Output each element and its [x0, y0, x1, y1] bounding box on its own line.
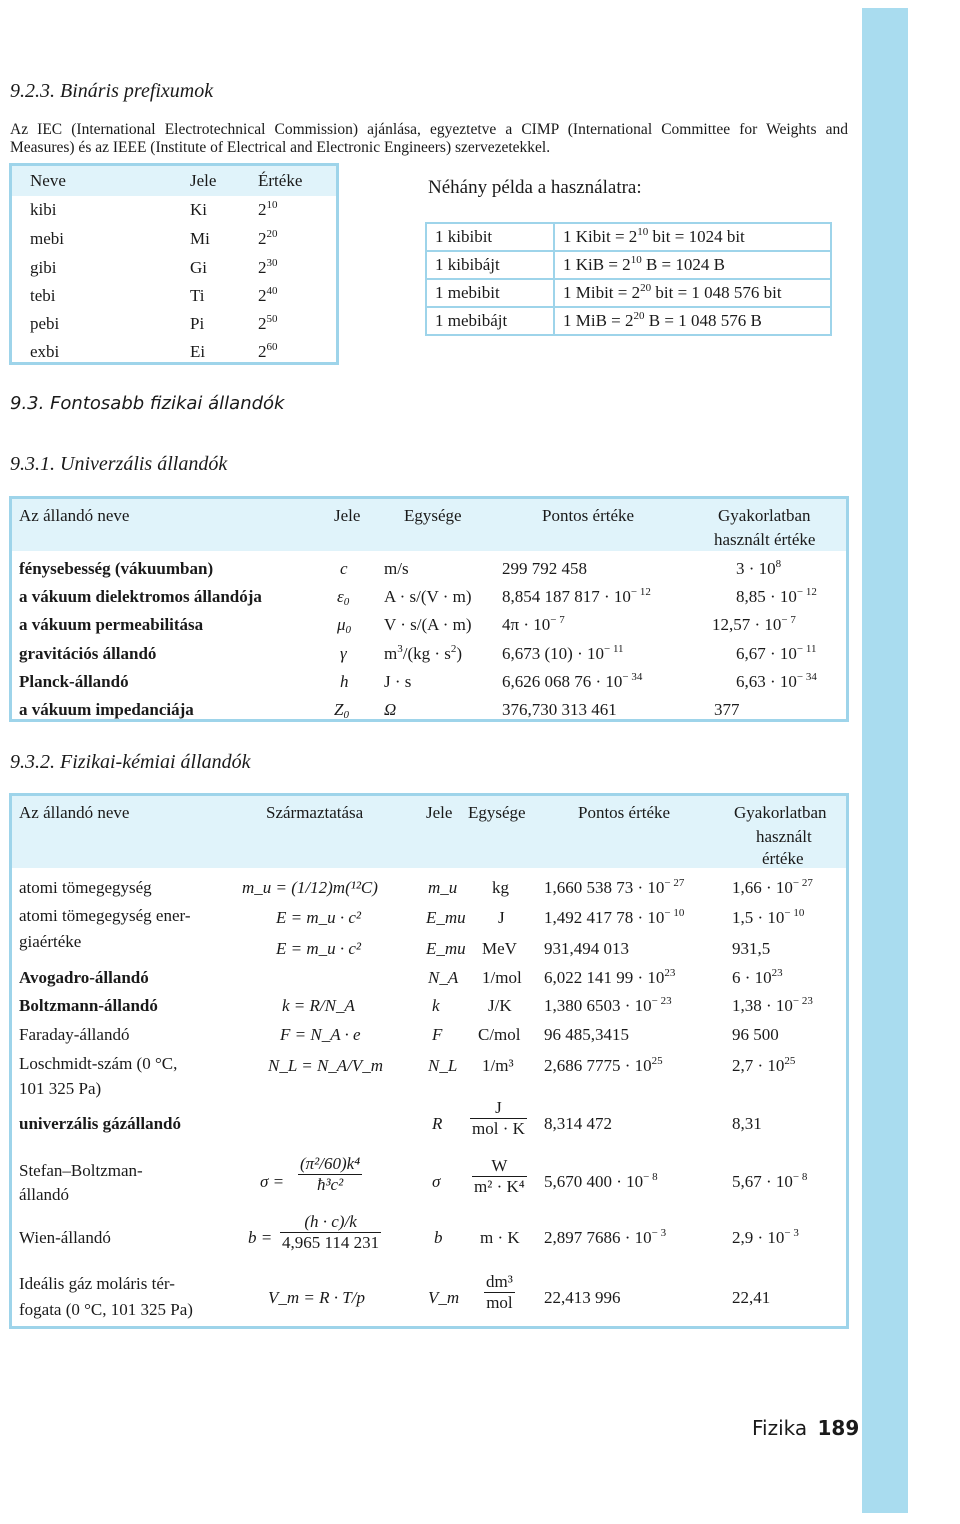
- column-header: Gyakorlatban: [718, 506, 811, 525]
- column-header: használt: [756, 827, 812, 846]
- constant-name: atomi tömegegység ener-: [19, 906, 191, 925]
- constant-name: a vákuum dielektromos állandója: [19, 587, 262, 606]
- constant-derivation: E = m_u · c²: [276, 939, 362, 958]
- prefix-value: $2^{50}$: [258, 313, 278, 333]
- constant-derivation: F = N_A · e: [280, 1025, 361, 1044]
- page-number: 189: [817, 1416, 860, 1440]
- prefix-symbol: Gi: [190, 258, 207, 277]
- constant-unit: m · K: [480, 1228, 520, 1247]
- column-header: Jele: [426, 803, 453, 822]
- constant-symbol: $Z_0$: [334, 700, 349, 721]
- column-header: Egysége: [468, 803, 526, 822]
- constant-practical: 931,5: [732, 939, 771, 958]
- constant-exact: 2,897 $7686 \cdot 10^{- 3}$: [544, 1227, 667, 1247]
- prefix-header-symbol: Jele: [190, 171, 217, 190]
- prefix-value: $2^{10}$: [258, 199, 278, 219]
- constant-exact: 5,670 $400 \cdot 10^{- 8}$: [544, 1171, 658, 1191]
- constant-exact: 376,730 313 461: [502, 700, 617, 719]
- constant-practical: $6,67 \cdot 10^{- 11}$: [736, 643, 817, 663]
- prefix-name: tebi: [30, 286, 56, 305]
- prefix-name: mebi: [30, 229, 64, 248]
- constant-exact: 1,660 538 $73 \cdot 10^{- 27}$: [544, 877, 685, 897]
- constant-exact: 1,492 417 $78 \cdot 10^{- 10}$: [544, 907, 685, 927]
- constant-practical: $8,85 \cdot 10^{- 12}$: [736, 586, 817, 606]
- constant-symbol: E_mu: [426, 908, 466, 927]
- constant-derivation-lhs: b =: [248, 1228, 273, 1247]
- constant-name: Wien-állandó: [19, 1228, 111, 1247]
- constant-name: univerzális gázállandó: [19, 1114, 181, 1133]
- constant-name: fogata (0 °C, 101 325 Pa): [19, 1300, 193, 1319]
- constant-practical: $2,9 \cdot 10^{- 3}$: [732, 1227, 799, 1247]
- constant-name: Planck-állandó: [19, 672, 129, 691]
- constant-unit: C/mol: [478, 1025, 521, 1044]
- constant-exact: 8,314 472: [544, 1114, 612, 1133]
- example-term: 1 kibibit: [426, 223, 554, 251]
- constant-exact: 6,673 $(10) \cdot 10^{- 11}$: [502, 643, 624, 663]
- section-physchem-title: 9.3.2. Fizikai-kémiai állandók: [10, 751, 251, 773]
- constant-practical: $1,38 \cdot 10^{- 23}$: [732, 995, 813, 1015]
- section-universal-title: 9.3.1. Univerzális állandók: [10, 453, 228, 475]
- constant-symbol: F: [432, 1025, 443, 1044]
- prefix-name: kibi: [30, 200, 57, 219]
- constant-name: Ideális gáz moláris tér-: [19, 1274, 175, 1293]
- table-row: [426, 279, 831, 307]
- constant-name: a vákuum impedanciája: [19, 700, 194, 719]
- constant-name: Stefan–Boltzman-: [19, 1161, 143, 1180]
- constant-unit: $\frac{\text{dm³}}{\text{mol}}$: [486, 1272, 513, 1312]
- constant-unit: J: [498, 908, 505, 927]
- page-side-band: [862, 8, 908, 1513]
- constant-practical: 377: [714, 700, 740, 719]
- constant-name: állandó: [19, 1185, 70, 1204]
- constant-exact: 2,686 $7775 \cdot 10^{25}$: [544, 1055, 663, 1075]
- constant-symbol: σ: [432, 1172, 441, 1191]
- example-term: 1 mebibit: [426, 279, 554, 307]
- physchem-constants-table: [9, 793, 849, 1329]
- table-row: [426, 223, 831, 251]
- constant-practical: $5,67 \cdot 10^{- 8}$: [732, 1171, 808, 1191]
- constant-exact: 96 485,3415: [544, 1025, 629, 1044]
- constant-symbol: h: [340, 672, 349, 691]
- prefix-value: $2^{20}$: [258, 228, 278, 248]
- constant-symbol: k: [432, 996, 440, 1015]
- constant-unit: J/K: [488, 996, 512, 1015]
- constant-name: a vákuum permeabilitása: [19, 615, 204, 634]
- constant-symbol: m_u: [428, 878, 458, 897]
- constant-derivation: k = R/N_A: [282, 996, 355, 1015]
- constant-practical: $3 \cdot 10^8$: [736, 558, 782, 578]
- constant-practical: $6 \cdot 10^{23}$: [732, 967, 783, 987]
- constant-name: 101 325 Pa): [19, 1079, 102, 1098]
- prefix-value: $2^{60}$: [258, 341, 278, 361]
- prefix-name: gibi: [30, 258, 57, 277]
- constant-symbol: $\varepsilon_0$: [337, 587, 350, 608]
- prefix-symbol: Ti: [190, 286, 205, 305]
- constant-unit: $\frac{W}{\text{m² · K⁴}}$: [474, 1156, 525, 1196]
- constant-derivation: $\frac{(h \cdot c)/k}{4,965 114 231}$: [282, 1212, 380, 1252]
- constant-unit: A · s/(V · m): [384, 587, 472, 606]
- constant-unit: MeV: [482, 939, 517, 958]
- column-header: értéke: [762, 849, 804, 868]
- constant-practical: 8,31: [732, 1114, 762, 1133]
- constant-derivation: N_L = N_A/V_m: [268, 1056, 384, 1075]
- constant-exact: $4\pi \cdot 10^{- 7}$: [502, 614, 565, 634]
- constant-exact: 299 792 458: [502, 559, 587, 578]
- constant-practical: 22,41: [732, 1288, 771, 1307]
- constant-derivation: $\frac{\text{(π²/60)k⁴}}{\text{ħ³c²}}$: [300, 1154, 361, 1194]
- column-header: Az állandó neve: [19, 803, 130, 822]
- constant-unit: 1/m³: [482, 1056, 514, 1075]
- example-value: 1 MiB = $2^{20}$ B = 1 048 576 B: [554, 307, 831, 335]
- examples-title: Néhány példa a használatra:: [428, 177, 642, 198]
- constant-symbol: b: [434, 1228, 443, 1247]
- column-header: Pontos értéke: [578, 803, 671, 822]
- constant-name: gravitációs állandó: [19, 644, 157, 663]
- constant-name: fénysebesség (vákuumban): [19, 559, 214, 578]
- column-header: Egysége: [404, 506, 462, 525]
- prefix-value: $2^{40}$: [258, 285, 278, 305]
- constant-exact: 8,854 187 $817 \cdot 10^{- 12}$: [502, 586, 651, 606]
- constant-practical: $6,63 \cdot 10^{- 34}$: [736, 671, 817, 691]
- constant-unit: V · s/(A · m): [384, 615, 472, 634]
- constant-symbol: N_L: [428, 1056, 458, 1075]
- constant-practical: $2,7 \cdot 10^{25}$: [732, 1055, 796, 1075]
- constant-exact: 22,413 996: [544, 1288, 621, 1307]
- column-header: használt értéke: [714, 530, 816, 549]
- prefix-table: [9, 163, 339, 365]
- section-binary-title: 9.2.3. Bináris prefixumok: [10, 80, 214, 102]
- universal-constants-table: [9, 496, 849, 722]
- example-term: 1 mebibájt: [426, 307, 554, 335]
- constant-name: Faraday-állandó: [19, 1025, 130, 1044]
- constant-unit: $\frac{J}{\text{mol · K}}$: [472, 1098, 525, 1138]
- table-row: [426, 251, 831, 279]
- constant-unit: kg: [492, 878, 509, 897]
- constant-name: Boltzmann-állandó: [19, 996, 158, 1015]
- constant-symbol: γ: [340, 644, 347, 663]
- constant-unit: 1/mol: [482, 968, 522, 987]
- constant-name: atomi tömegegység: [19, 878, 152, 897]
- constant-symbol: N_A: [428, 968, 459, 987]
- column-header: Pontos értéke: [542, 506, 635, 525]
- constant-unit: m/s: [384, 559, 409, 578]
- examples-table: [425, 222, 832, 337]
- constant-unit: $m^3/(kg \cdot s^2)$: [384, 643, 463, 663]
- constant-derivation: E = m_u · c²: [276, 908, 362, 927]
- constant-unit: J · s: [384, 672, 412, 691]
- example-value: 1 KiB = $2^{10}$ B = 1024 B: [554, 251, 831, 279]
- footer-label: Fizika: [752, 1416, 808, 1440]
- section-constants-title: 9.3. Fontosabb fizikai állandók: [10, 393, 285, 414]
- column-header: Jele: [334, 506, 361, 525]
- constant-name: Loschmidt-szám (0 °C,: [19, 1054, 178, 1073]
- constant-exact: 6,626 068 $76 \cdot 10^{- 34}$: [502, 671, 643, 691]
- example-value: 1 Mibit = $2^{20}$ bit = 1 048 576 bit: [554, 279, 831, 307]
- column-header: Származtatása: [266, 803, 364, 822]
- column-header: Az állandó neve: [19, 506, 130, 525]
- prefix-symbol: Ei: [190, 342, 206, 361]
- constant-derivation: m_u = (1/12)m(¹²C): [242, 878, 378, 897]
- constant-practical: 96 500: [732, 1025, 779, 1044]
- prefix-header-value: Értéke: [258, 171, 303, 190]
- constant-symbol: c: [340, 559, 348, 578]
- constant-exact: 6,022 141 $99 \cdot 10^{23}$: [544, 967, 676, 987]
- table-row: [426, 307, 831, 335]
- prefix-name: exbi: [30, 342, 60, 361]
- constant-symbol: V_m: [428, 1288, 460, 1307]
- prefix-name: pebi: [30, 314, 60, 333]
- example-term: 1 kibibájt: [426, 251, 554, 279]
- section-binary-intro: Az IEC (International Electrotechnical Commission) ajánlása, egyeztetve a CIMP (International Committee for Weights and Measures) és az IEEE (Institute of Electrical and Electronic Engineers) szervezetekkel.: [10, 121, 848, 156]
- constant-name: Avogadro-állandó: [19, 968, 149, 987]
- constant-practical: $1,66 \cdot 10^{- 27}$: [732, 877, 813, 897]
- constant-practical: $12,57 \cdot 10^{- 7}$: [712, 614, 796, 634]
- example-value: 1 Kibit = $2^{10}$ bit = 1024 bit: [554, 223, 831, 251]
- prefix-symbol: Mi: [190, 229, 210, 248]
- constant-derivation-lhs: σ =: [260, 1172, 285, 1191]
- constant-name: giaértéke: [19, 932, 82, 951]
- constant-symbol: $\mu_0$: [337, 615, 352, 636]
- constant-symbol: E_mu: [426, 939, 466, 958]
- column-header: Gyakorlatban: [734, 803, 827, 822]
- prefix-value: $2^{30}$: [258, 257, 278, 277]
- constant-exact: 1,380 $6503 \cdot 10^{- 23}$: [544, 995, 672, 1015]
- constant-unit: Ω: [384, 700, 397, 719]
- prefix-symbol: Pi: [190, 314, 205, 333]
- prefix-header-name: Neve: [30, 171, 66, 190]
- prefix-symbol: Ki: [190, 200, 207, 219]
- page-footer: [752, 1416, 859, 1440]
- constant-practical: $1,5 \cdot 10^{- 10}$: [732, 907, 805, 927]
- constant-derivation: V_m = R · T/p: [268, 1288, 365, 1307]
- constant-exact: 931,494 013: [544, 939, 629, 958]
- constant-symbol: R: [432, 1114, 443, 1133]
